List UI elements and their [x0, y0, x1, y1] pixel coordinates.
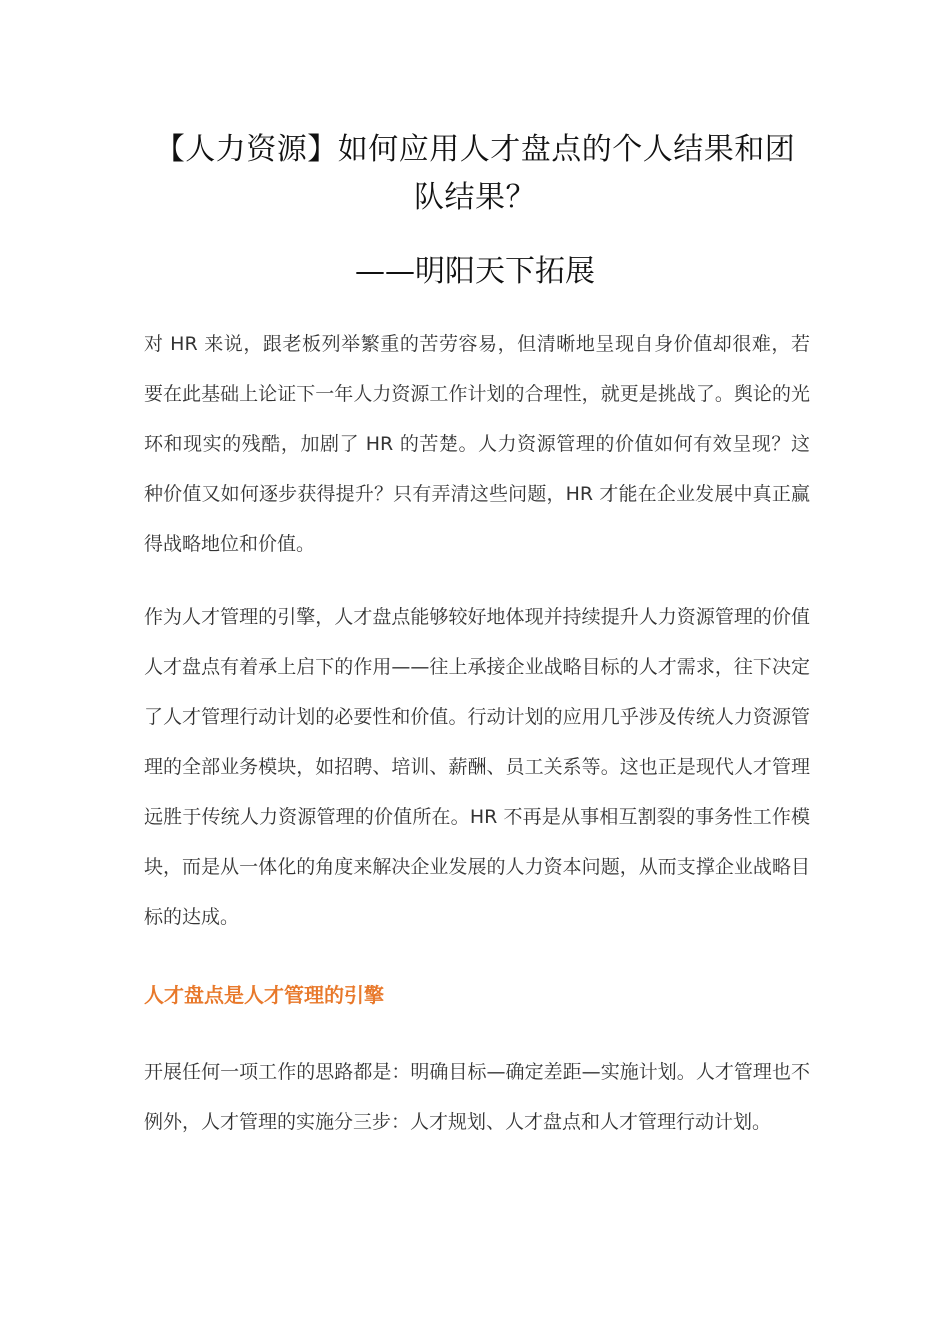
document-subtitle: ——明阳天下拓展 — [355, 254, 595, 289]
body-paragraph: 作为人才管理的引擎，人才盘点能够较好地体现并持续提升人力资源管理的价值人才盘点有着承上启下的作用——往上承接企业战略目标的人才需求，往下决定了人才管理行动计划的必要性和价值。行动计划的应用几乎涉及传统人力资源管理的全部业务模块，如招聘、培训、薪酬、员工关系等。这也正是现代人才管理远胜于传统人力资源管理的价值所在。HR 不再是从事相互割裂的事务性工作模块，而是从一体化的角度来解决企业发展的人力资本问题，从而支撑企业战略目标的达成。 — [144, 606, 810, 928]
body-paragraph: 对 HR 来说，跟老板列举繁重的苦劳容易，但清晰地呈现自身价值却很难，若要在此基础上论证下一年人力资源工作计划的合理性，就更是挑战了。舆论的光环和现实的残酷，加剧了 HR 的苦楚。人力资源管理的价值如何有效呈现？这种价值又如何逐步获得提升？只有弄清这些问题，HR 才能在企业发展中真正赢得战略地位和价值。 — [144, 333, 810, 555]
document-title: 【人力资源】如何应用人才盘点的个人结果和团队结果？ — [154, 132, 796, 215]
body-paragraph: 开展任何一项工作的思路都是：明确目标—确定差距—实施计划。人才管理也不例外，人才管理的实施分三步：人才规划、人才盘点和人才管理行动计划。 — [144, 1061, 810, 1133]
section-heading: 人才盘点是人才管理的引擎 — [144, 983, 384, 1007]
